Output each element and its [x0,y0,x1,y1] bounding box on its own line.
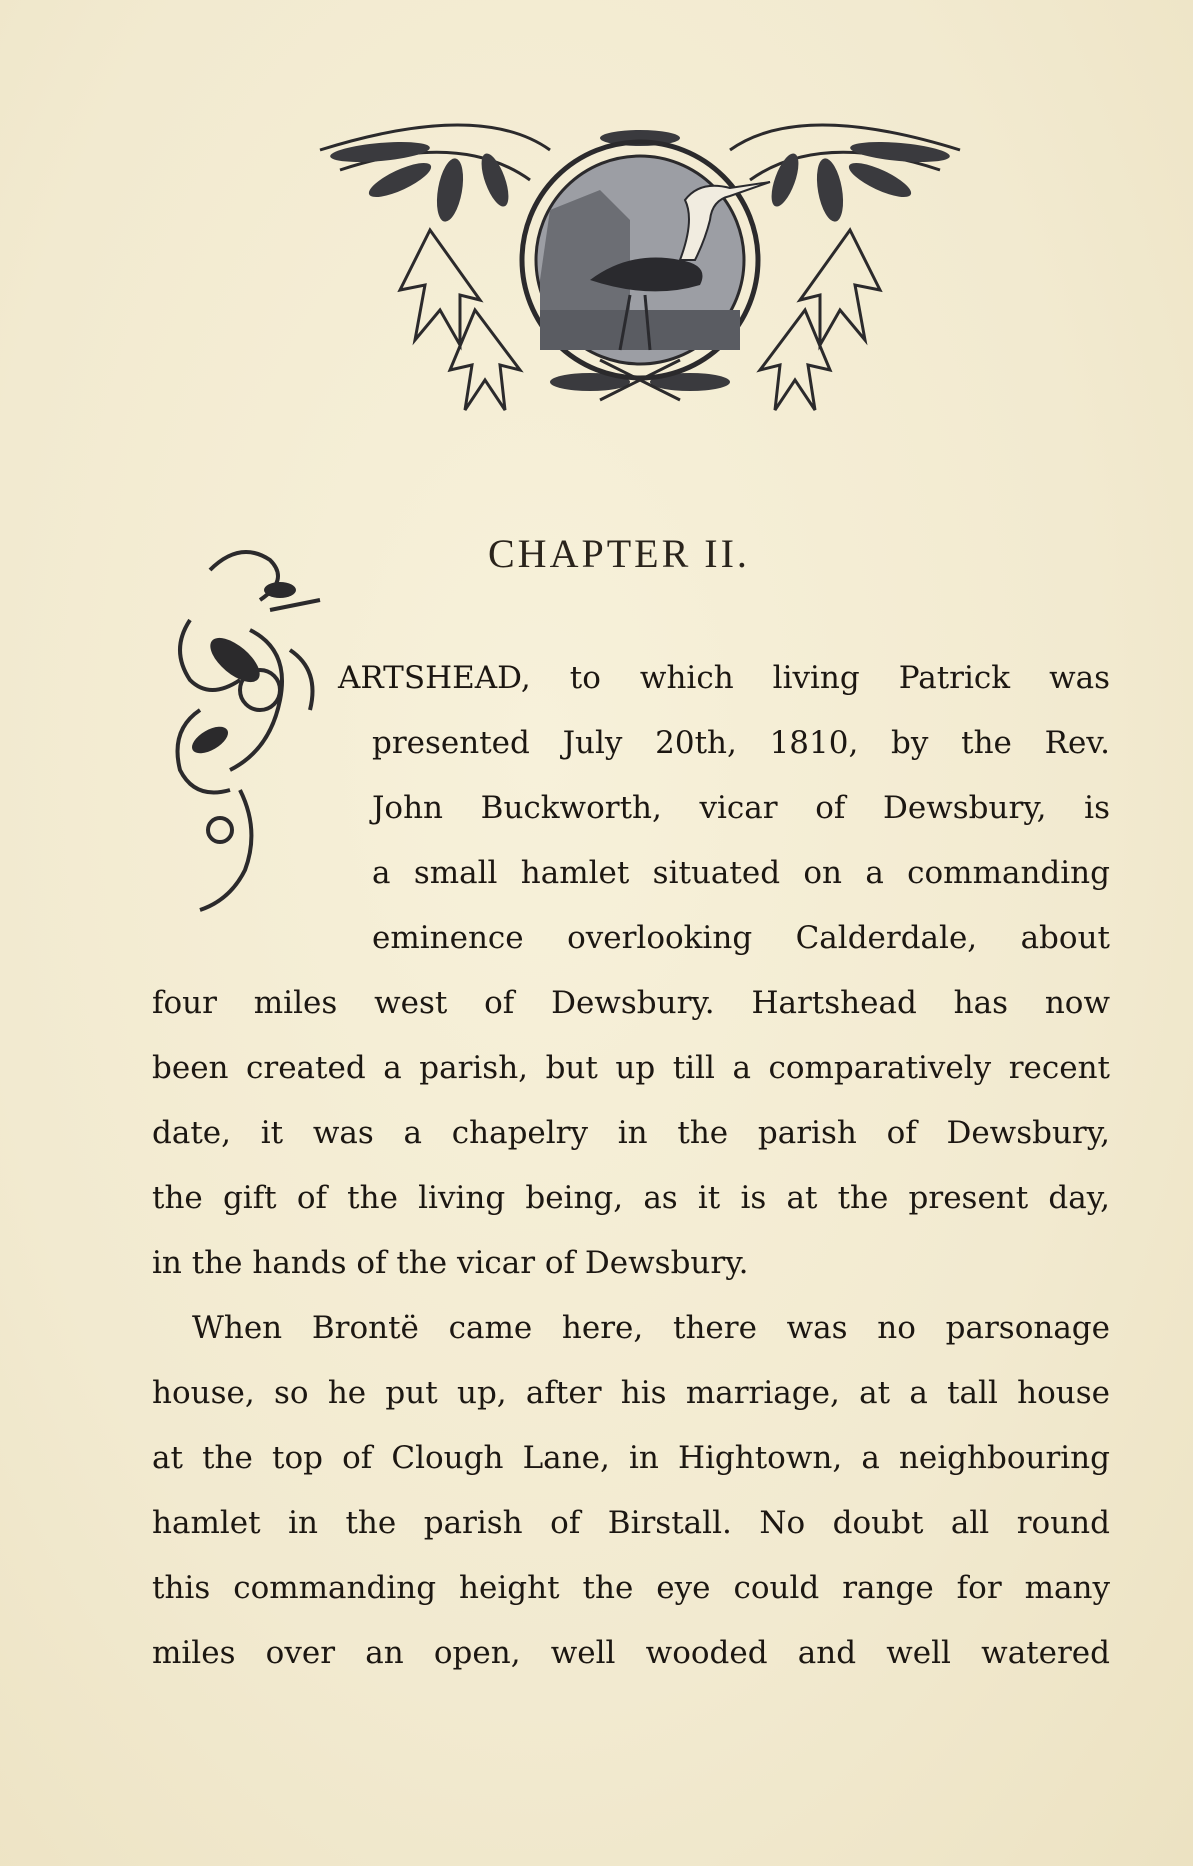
text-line: in the hands of the vicar of Dewsbury. [152,1245,749,1281]
chapter-title: CHAPTER II. [488,531,750,576]
text-line: date, it was a chapelry in the parish of Dewsbury, [152,1115,1110,1151]
decorative-initial-ornament [150,530,350,950]
text-line: been created a parish, but up till a comparatively recent [152,1050,1110,1086]
text-line: ARTSHEAD, to which living Patrick was [338,660,1110,696]
text-line: presented July 20th, 1810, by the Rev. [372,725,1110,761]
text-line: hamlet in the parish of Birstall. No doubt all round [152,1505,1110,1541]
text-line: this commanding height the eye could range for many [152,1570,1110,1606]
text-line: a small hamlet situated on a commanding [372,855,1110,891]
text-line: eminence overlooking Calderdale, about [372,920,1110,956]
text-line: four miles west of Dewsbury. Hartshead has now [152,985,1110,1021]
text-line: house, so he put up, after his marriage, at a tall house [152,1375,1110,1411]
text-line: John Buckworth, vicar of Dewsbury, is [372,790,1110,826]
text-line: miles over an open, well wooded and well watered [152,1635,1110,1671]
heron-headpiece-ornament [300,110,980,420]
text-line: When Brontë came here, there was no parsonage [192,1310,1110,1346]
text-line: at the top of Clough Lane, in Hightown, a neighbouring [152,1440,1110,1476]
text-line: the gift of the living being, as it is at the present day, [152,1180,1110,1216]
